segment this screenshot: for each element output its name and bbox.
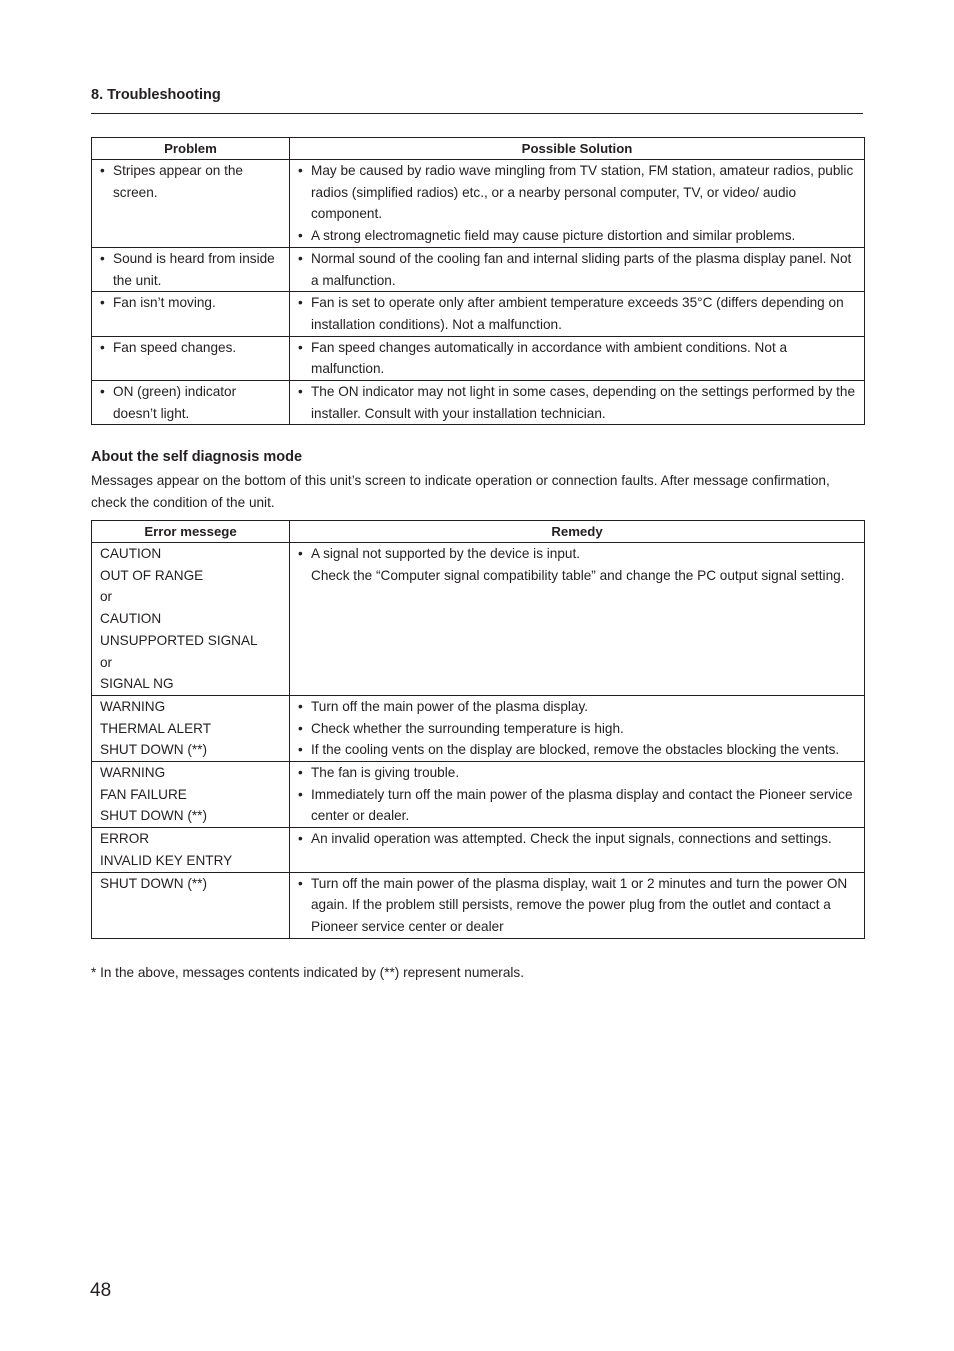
error-message-line: or	[100, 654, 113, 670]
error-message-line: SHUT DOWN (**)	[100, 808, 207, 824]
table-row	[92, 543, 865, 696]
solution-item: • Normal sound of the cooling fan and internal sliding parts of the plasma display panel. Not a malfunction.	[298, 248, 856, 291]
problem-cell	[92, 381, 290, 425]
solution-cell	[290, 336, 865, 380]
table-row	[92, 247, 865, 291]
solution-item: • May be caused by radio wave mingling from TV station, FM station, amateur radios, public radios (simplified radios) etc., or a nearby personal computer, TV, or video/ audio component.	[298, 160, 856, 225]
remedy-item: • Immediately turn off the main power of the plasma display and contact the Pioneer service center or dealer.	[298, 784, 856, 827]
problem-text: • Stripes appear on the screen.	[100, 160, 281, 203]
title-divider	[91, 113, 863, 114]
section-title: 8. Troubleshooting	[91, 87, 221, 103]
remedy-cell	[290, 695, 865, 761]
error-message-line: SHUT DOWN (**)	[100, 742, 207, 758]
remedy-item: • A signal not supported by the device is input.	[298, 543, 856, 565]
table-row	[92, 336, 865, 380]
error-message-cell	[92, 762, 290, 828]
table-row	[92, 828, 865, 872]
error-message-line: THERMAL ALERT	[100, 720, 212, 736]
table-row	[92, 381, 865, 425]
remedy-item: • The fan is giving trouble.	[298, 762, 856, 784]
remedy-item: • If the cooling vents on the display are blocked, remove the obstacles blocking the vents.	[298, 739, 856, 761]
remedy-item: • Check whether the surrounding temperature is high.	[298, 718, 856, 740]
remedy-item: • An invalid operation was attempted. Check the input signals, connections and settings.	[298, 828, 856, 850]
table-row	[92, 872, 865, 938]
self-diagnosis-title: About the self diagnosis mode	[91, 449, 303, 465]
table-header-row	[92, 138, 865, 160]
remedy-cell	[290, 762, 865, 828]
column-header-problem: Problem	[92, 138, 290, 160]
error-message-line: SHUT DOWN (**)	[100, 875, 207, 891]
table-row	[92, 762, 865, 828]
column-header-possible-solution: Possible Solution	[290, 138, 865, 160]
error-message-line: CAUTION	[100, 611, 162, 627]
remedy-continuation: Check the “Computer signal compatibility table” and change the PC output signal setting.	[311, 567, 845, 583]
error-message-cell	[92, 695, 290, 761]
error-message-cell	[92, 543, 290, 696]
footnote: * In the above, messages contents indicated by (**) represent numerals.	[91, 965, 524, 980]
problem-text: • Fan speed changes.	[100, 337, 281, 359]
problem-text: • Fan isn’t moving.	[100, 292, 281, 314]
problem-cell	[92, 292, 290, 336]
remedy-cell	[290, 828, 865, 872]
problem-cell	[92, 247, 290, 291]
solution-item: • A strong electromagnetic field may cause picture distortion and similar problems.	[298, 225, 856, 247]
error-message-line: INVALID KEY ENTRY	[100, 852, 233, 868]
problem-cell	[92, 160, 290, 248]
table-row	[92, 695, 865, 761]
column-header-error-message: Error messege	[92, 521, 290, 543]
table-row	[92, 292, 865, 336]
remedy-item: • Turn off the main power of the plasma display, wait 1 or 2 minutes and turn the power ON again. If the problem still persists, remove the power plug from the outlet and contact a Pioneer service center or dealer	[298, 873, 856, 938]
solution-item: • Fan speed changes automatically in accordance with ambient conditions. Not a malfunction.	[298, 337, 856, 380]
error-message-line: ERROR	[100, 831, 150, 847]
table-row	[92, 160, 865, 248]
remedy-cell	[290, 872, 865, 938]
remedy-cell	[290, 543, 865, 696]
table-header-row	[92, 521, 865, 543]
error-message-line: SIGNAL NG	[100, 676, 174, 692]
solution-cell	[290, 160, 865, 248]
column-header-remedy: Remedy	[290, 521, 865, 543]
error-message-line: FAN FAILURE	[100, 786, 187, 802]
error-message-line: OUT OF RANGE	[100, 567, 204, 583]
error-message-line: WARNING	[100, 698, 166, 714]
error-message-table	[91, 520, 865, 939]
error-message-line: UNSUPPORTED SIGNAL	[100, 632, 258, 648]
problem-text: • ON (green) indicator doesn’t light.	[100, 381, 281, 424]
troubleshooting-table	[91, 137, 865, 425]
solution-cell	[290, 292, 865, 336]
error-message-cell	[92, 872, 290, 938]
solution-item: • The ON indicator may not light in some cases, depending on the settings performed by the installer. Consult with your installation technician.	[298, 381, 856, 424]
solution-cell	[290, 381, 865, 425]
solution-item: • Fan is set to operate only after ambient temperature exceeds 35°C (differs depending on installation conditions). Not a malfunction.	[298, 292, 856, 335]
error-message-line: WARNING	[100, 765, 166, 781]
error-message-cell	[92, 828, 290, 872]
problem-cell	[92, 336, 290, 380]
error-message-line: or	[100, 589, 113, 605]
remedy-item: • Turn off the main power of the plasma display.	[298, 696, 856, 718]
solution-cell	[290, 247, 865, 291]
problem-text: • Sound is heard from inside the unit.	[100, 248, 281, 291]
self-diagnosis-intro: Messages appear on the bottom of this unit’s screen to indicate operation or connection faults. After message confirmation, check the condition of the unit.	[91, 473, 830, 510]
page-number: 48	[90, 1280, 112, 1301]
error-message-line: CAUTION	[100, 546, 162, 561]
